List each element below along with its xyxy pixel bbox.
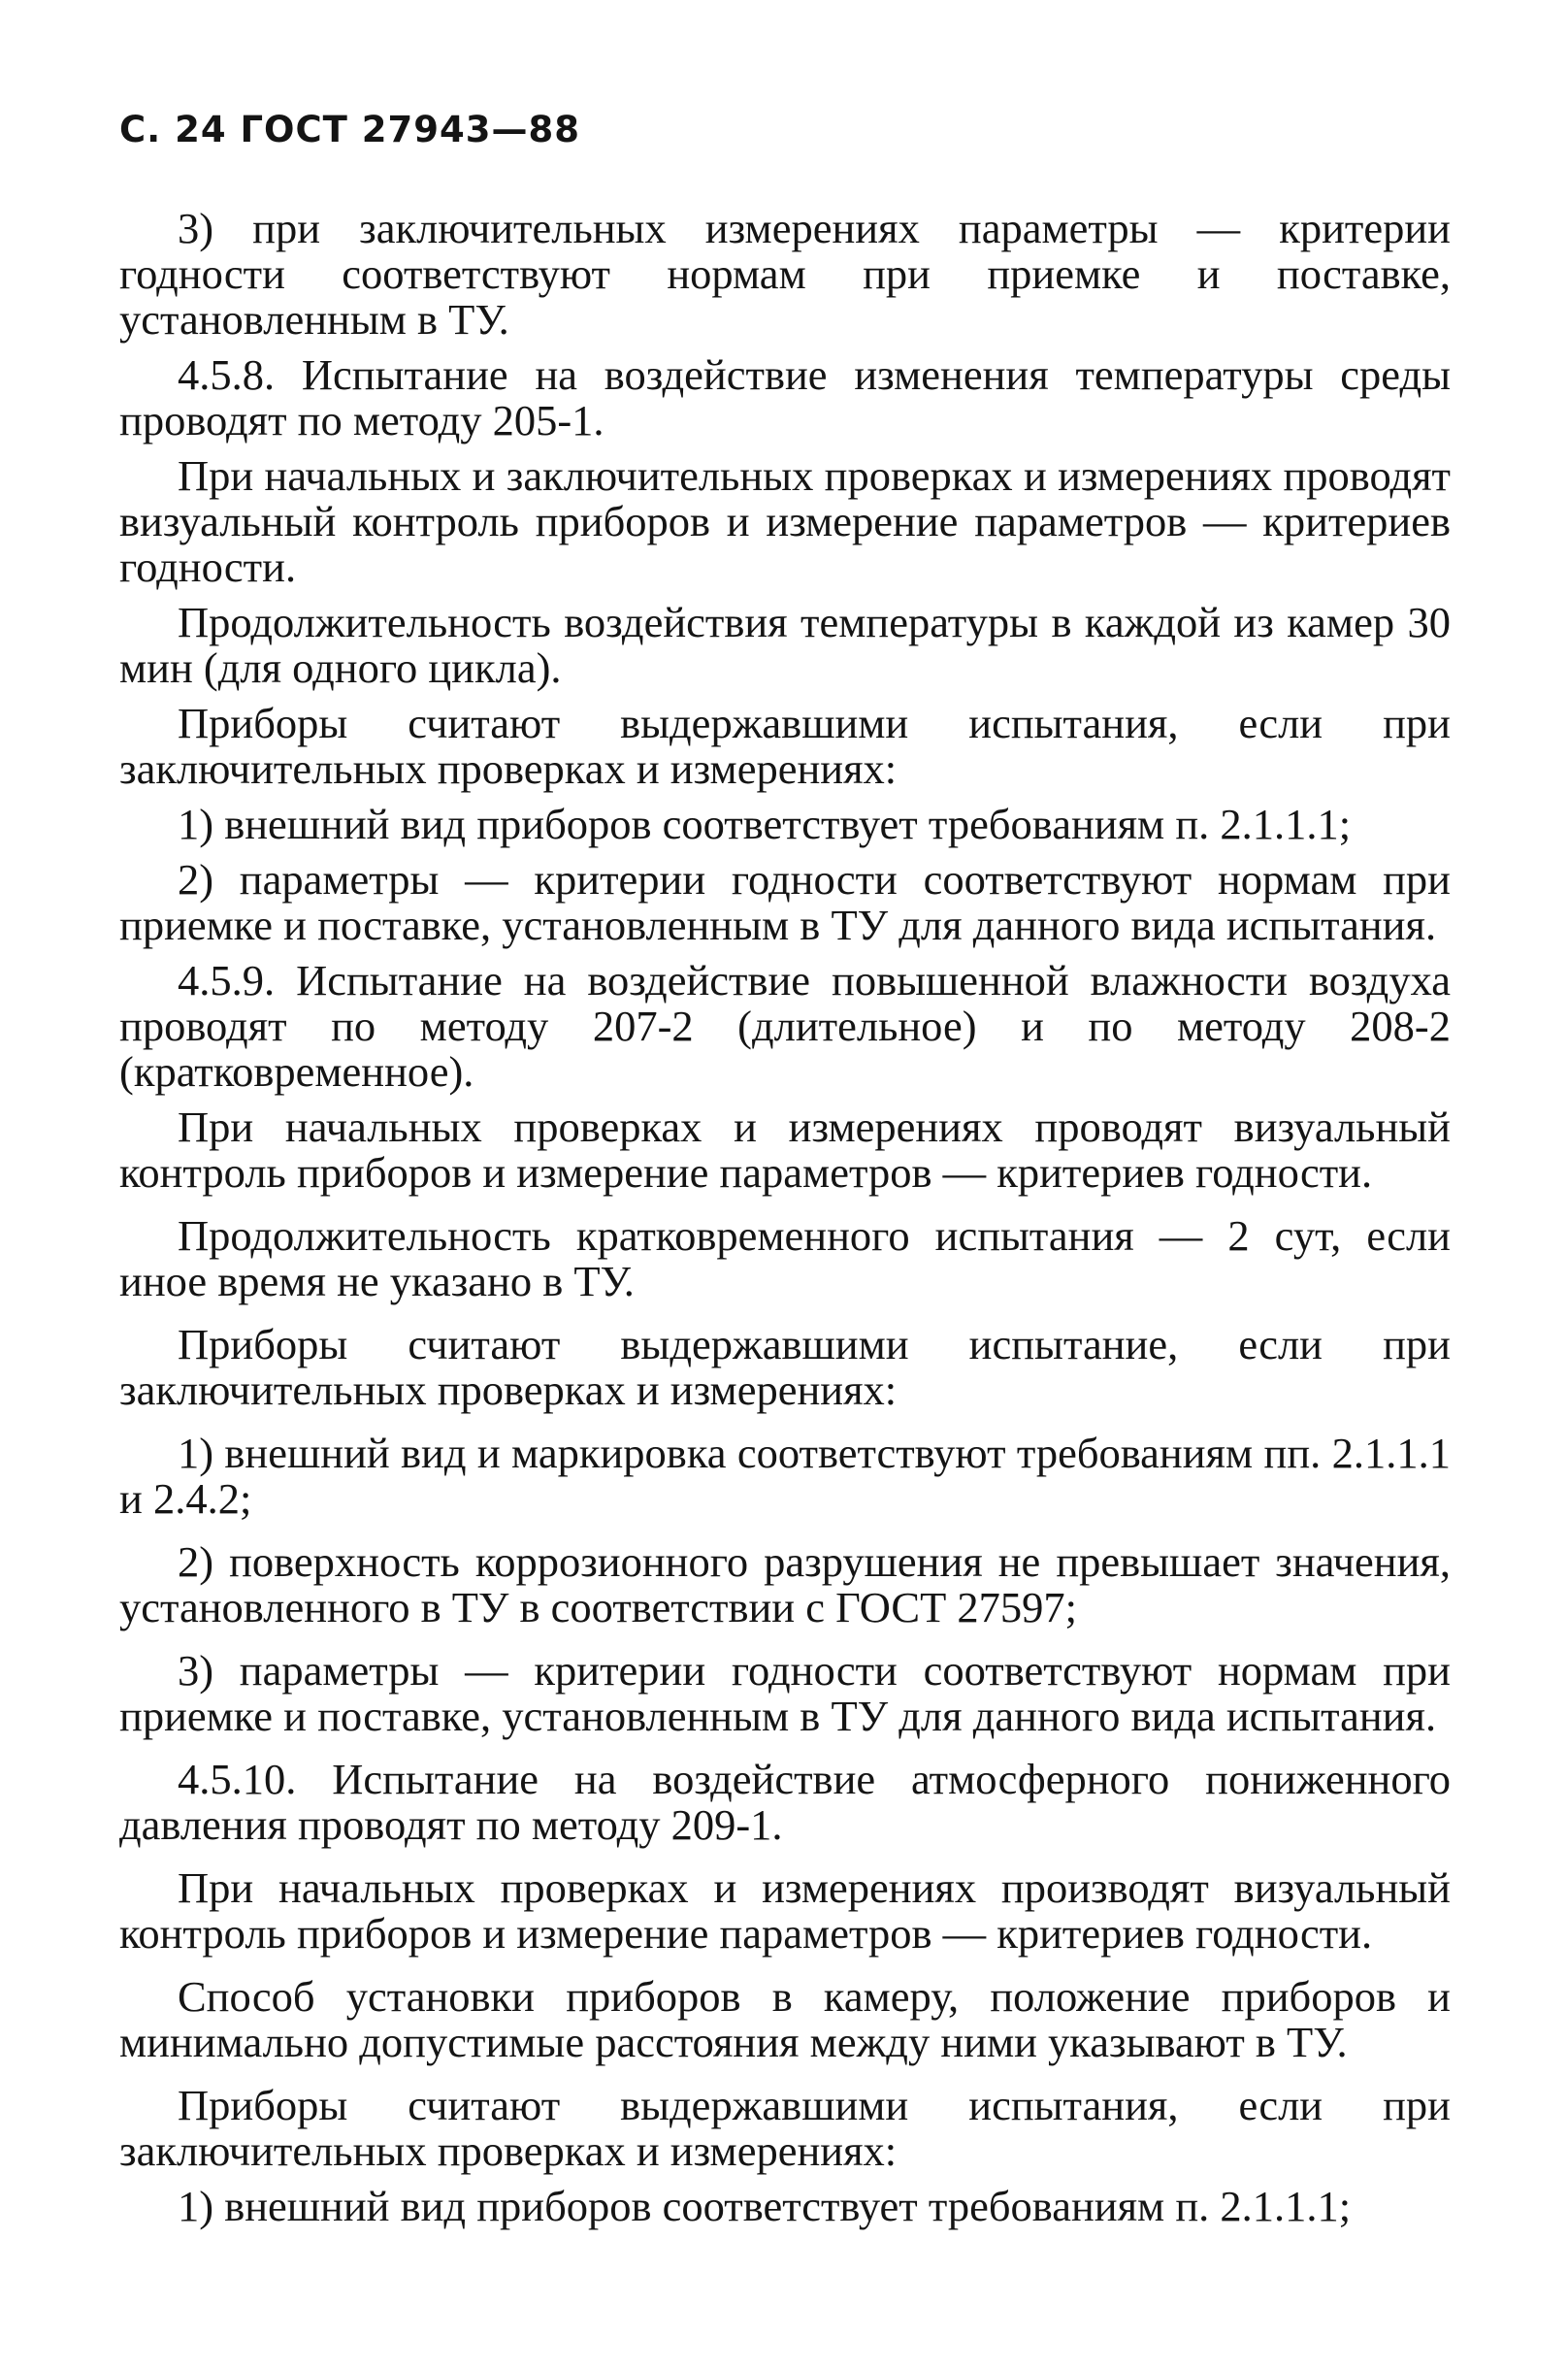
list-item: 1) внешний вид приборов соответствует требованиям п. 2.1.1.1; <box>178 2182 1352 2230</box>
paragraph: При начальных проверках и измерениях проводят визуальный контроль приборов и измерение параметров — критериев годности. <box>119 1103 1451 1197</box>
list-item: 3) параметры — критерии годности соответствуют нормам при приемке и поставке, установленным в ТУ для данного вида испытания. <box>119 1646 1451 1740</box>
paragraph: 3) при заключительных измерениях параметры — критерии годности соответствуют нормам при приемке и поставке, установленным в ТУ. <box>119 204 1451 344</box>
paragraph: Приборы считают выдержавшими испытания, если при заключительных проверках и измерениях: <box>119 2081 1451 2175</box>
paragraph: 4.5.8. Испытание на воздействие изменения температуры среды проводят по методу 205-1. <box>119 350 1451 445</box>
paragraph: При начальных проверках и измерениях производят визуальный контроль приборов и измерение параметров — критериев годности. <box>119 1863 1451 1958</box>
paragraph: Продолжительность кратковременного испытания — 2 сут, если иное время не указано в ТУ. <box>119 1211 1451 1305</box>
paragraph: При начальных и заключительных проверках и измерениях проводят визуальный контроль приборов и измерение параметров — критериев годности. <box>119 451 1451 591</box>
paragraph: Способ установки приборов в камеру, положение приборов и минимально допустимые расстояния между ними указывают в ТУ. <box>119 1972 1451 2066</box>
paragraph: Приборы считают выдержавшими испытание, если при заключительных проверках и измерениях: <box>119 1320 1451 1414</box>
page-header: С. 24 ГОСТ 27943—88 <box>119 109 580 150</box>
list-item: 2) параметры — критерии годности соответствуют нормам при приемке и поставке, установленным в ТУ для данного вида испытания. <box>119 855 1451 949</box>
paragraph: 4.5.9. Испытание на воздействие повышенной влажности воздуха проводят по методу 207-2 (длительное) и по методу 208-2 (кратковременное). <box>119 956 1451 1096</box>
list-item: 1) внешний вид и маркировка соответствуют требованиям пп. 2.1.1.1 и 2.4.2; <box>119 1429 1451 1523</box>
document-body <box>119 206 1451 2239</box>
paragraph: Приборы считают выдержавшими испытания, если при заключительных проверках и измерениях: <box>119 699 1451 793</box>
paragraph: 4.5.10. Испытание на воздействие атмосферного пониженного давления проводят по методу 209-1. <box>119 1755 1451 1849</box>
list-item: 2) поверхность коррозионного разрушения не превышает значения, установленного в ТУ в соответствии с ГОСТ 27597; <box>119 1537 1451 1631</box>
paragraph: Продолжительность воздействия температуры в каждой из камер 30 мин (для одного цикла). <box>119 598 1451 692</box>
list-item: 1) внешний вид приборов соответствует требованиям п. 2.1.1.1; <box>178 800 1352 848</box>
